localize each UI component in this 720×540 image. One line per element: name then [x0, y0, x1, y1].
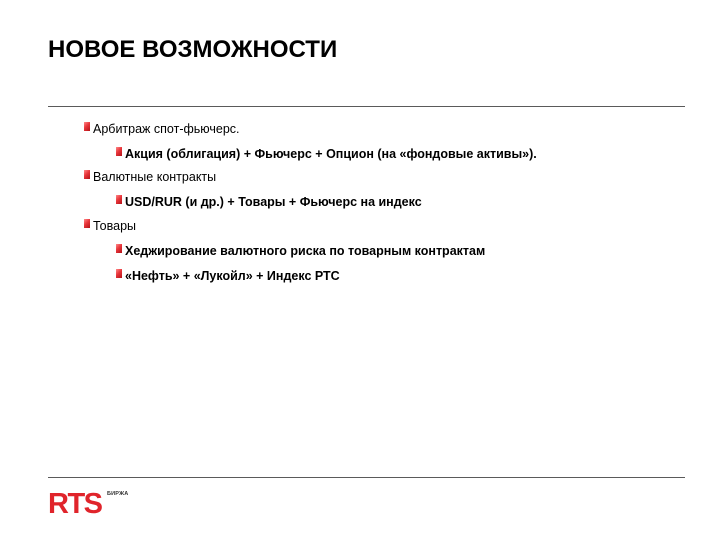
bullet-text: Арбитраж спот-фьючерс. — [93, 122, 240, 136]
bullet-subitem-stock-futures-option — [116, 146, 537, 162]
bullet-item-arbitrage — [84, 121, 240, 137]
bullet-text: USD/RUR (и др.) + Товары + Фьючерс на индекс — [125, 195, 422, 209]
bullet-subitem-usd-rur — [116, 194, 422, 210]
rts-logo — [48, 488, 128, 518]
svg-text:RTS: RTS — [48, 488, 102, 516]
top-divider — [48, 106, 685, 107]
bullet-subitem-oil-lukoil-index — [116, 268, 340, 284]
bullet-text: Хеджирование валютного риска по товарным контрактам — [125, 244, 486, 258]
bullet-square-icon — [116, 147, 122, 156]
bullet-square-icon — [116, 269, 122, 278]
bullet-item-currency-contracts — [84, 169, 216, 185]
bullet-square-icon — [84, 219, 90, 228]
slide-title: НОВОЕ ВОЗМОЖНОСТИ — [48, 36, 338, 63]
logo-subtitle: БИРЖА — [107, 491, 129, 497]
bullet-subitem-currency-hedging — [116, 243, 485, 259]
bullet-square-icon — [84, 122, 90, 131]
bullet-square-icon — [116, 195, 122, 204]
bullet-square-icon — [116, 244, 122, 253]
bullet-square-icon — [84, 170, 90, 179]
bottom-divider — [48, 477, 685, 478]
bullet-text: Товары — [93, 219, 136, 233]
bullet-text: Валютные контракты — [93, 170, 217, 184]
rts-logo-mark-icon — [48, 488, 104, 516]
bullet-item-goods — [84, 218, 136, 234]
bullet-text: Акция (облигация) + Фьючерс + Опцион (на «фондовые активы»). — [125, 147, 537, 161]
bullet-text: «Нефть» + «Лукойл» + Индекс РТС — [125, 269, 340, 283]
